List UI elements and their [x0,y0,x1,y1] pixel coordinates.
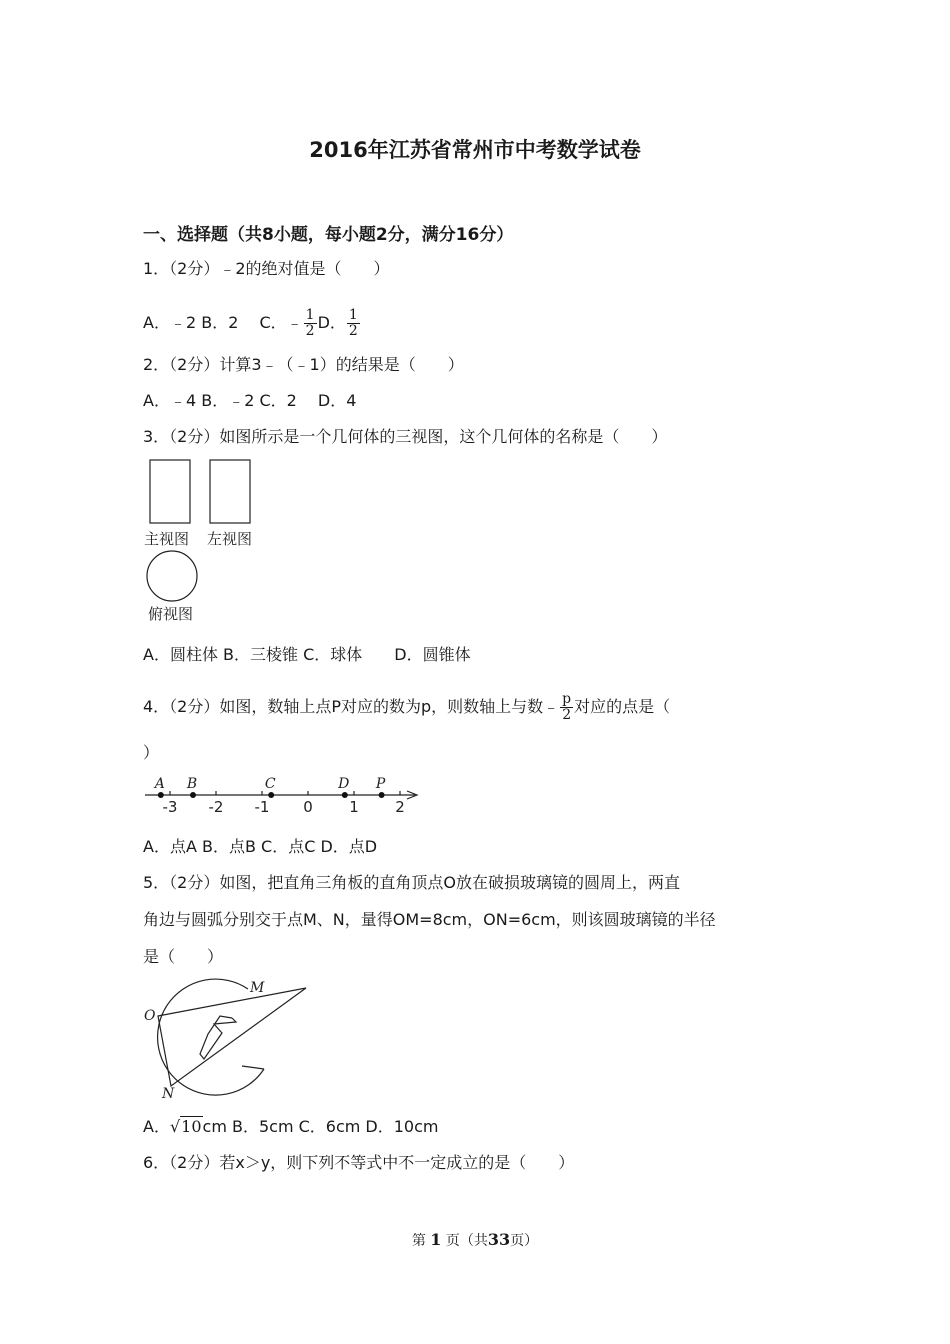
question-5-line-2: 角边与圆弧分别交于点M、N，量得OM=8cm，ON=6cm，则该圆玻璃镜的半径 [143,910,716,929]
question-1-option-d: D． [317,313,346,332]
triangle-circle-figure [138,976,313,1104]
top-view-label: 俯视图 [148,605,194,623]
question-2-options: A．﹣4 B．﹣2 C．2 D．4 [143,391,357,410]
tick-label: 0 [303,798,313,816]
tick-label: 1 [349,798,359,816]
section-heading: 一、选择题（共8小题，每小题2分，满分16分） [143,225,514,245]
triangle-outer [158,988,306,1086]
tick-label: -1 [254,798,270,816]
question-3-options: A．圆柱体 B．三棱锥 C．球体 D．圆锥体 [143,645,471,664]
fraction: $\frac{1}{2}$ [348,307,358,339]
number-line-figure [143,772,428,820]
question-6-stem: 6．（2分）若x＞y，则下列不等式中不一定成立的是（ ） [143,1153,575,1172]
page-number: 1 [430,1230,442,1249]
point-a-dot [158,792,164,798]
tick-label: -3 [162,798,178,816]
question-1-options [143,308,361,339]
point-p-label: P [375,776,386,792]
fraction: $\frac{1}{2}$ [305,307,315,339]
front-view-label: 主视图 [144,530,190,548]
side-view-rect [210,460,250,523]
question-4-stem-end: ） [143,743,160,762]
broken-edge [242,1066,264,1069]
point-m-label: M [250,980,265,996]
point-p-dot [379,792,385,798]
point-d-label: D [338,776,350,792]
point-b-dot [190,792,196,798]
question-5-line-1: 5．（2分）如图，把直角三角板的直角顶点O放在破损玻璃镜的圆周上，两直 [143,873,680,892]
fraction: $\frac{p}{2}$ [562,691,572,723]
sqrt-expression: √10 [169,1117,202,1136]
total-pages: 33 [487,1230,511,1249]
question-5-line-3: 是（ ） [143,947,224,966]
question-2-stem: 2．（2分）计算3﹣（﹣1）的结果是（ ） [143,355,464,374]
point-d-dot [342,792,348,798]
top-view-circle [147,551,197,601]
point-c-label: C [264,776,276,792]
tick-label: -2 [208,798,224,816]
point-n-label: N [162,1086,175,1102]
question-1-options-ac: A．﹣2 B．2 C．﹣ [143,313,303,332]
question-1-stem: 1．（2分）﹣2的绝对值是（ ） [143,259,390,278]
question-3-stem: 3．（2分）如图所示是一个几何体的三视图，这个几何体的名称是（ ） [143,427,668,446]
point-a-label: A [154,776,165,792]
point-o-label: O [144,1008,156,1024]
tick-label: 2 [395,798,405,816]
question-4-options: A．点A B．点B C．点C D．点D [143,837,378,856]
broken-mirror-arc [158,979,264,1095]
side-view-label: 左视图 [207,530,253,548]
front-view-rect [150,460,190,523]
point-b-label: B [186,776,198,792]
question-5-options: A．√10cm B．5cm C．6cm D．10cm [143,1117,439,1136]
three-view-figure [140,455,270,630]
question-4-stem: 4．（2分）如图，数轴上点P对应的数为p，则数轴上与数﹣ $\frac{p}{2}$ 对应的点是（ [143,691,671,723]
page-title: 2016年江苏省常州市中考数学试卷 [309,138,641,162]
point-c-dot [268,792,274,798]
page-footer: 第 1 页（共33页） [411,1230,539,1249]
